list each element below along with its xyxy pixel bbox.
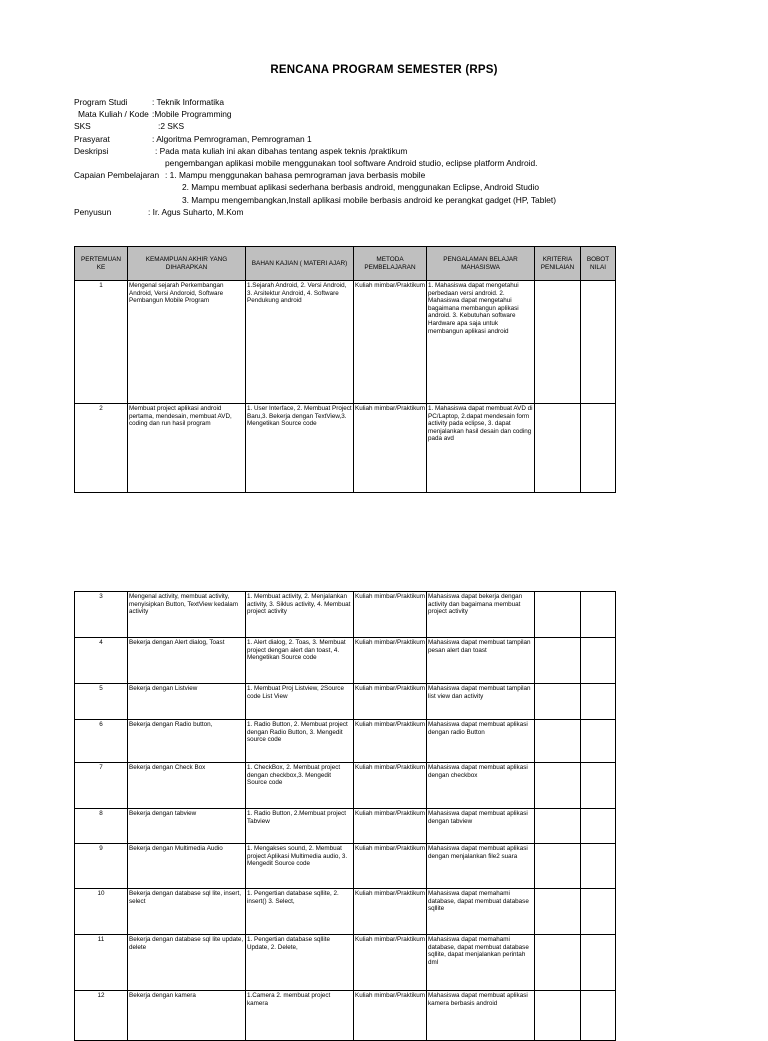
table-row <box>75 844 616 889</box>
study-material: 1. Radio Button, 2.Membuat project Tabview <box>246 809 354 844</box>
score-weight <box>581 935 616 991</box>
expected-ability: Bekerja dengan Check Box <box>128 763 246 809</box>
expected-ability: Bekerja dengan database sql lite, insert, select <box>128 889 246 935</box>
info-label: Penyusun <box>74 206 112 217</box>
learning-experience: Mahasiswa dapat membuat aplikasi dengan tabview <box>427 809 535 844</box>
info-value: :Mobile Programming <box>152 109 232 120</box>
meeting-number: 12 <box>75 991 128 1041</box>
column-header: KRITERIA PENILAIAN <box>535 247 581 281</box>
info-label: Program Studi <box>74 97 128 107</box>
info-value: 3. Mampu mengembangkan,Install aplikasi mobile berbasis android ke perangkat gadget (HP, Tablet) <box>182 194 556 205</box>
assessment-criteria <box>535 404 581 493</box>
meeting-number: 1 <box>75 281 128 404</box>
info-label: Prasyarat <box>74 133 110 144</box>
table-row <box>75 991 616 1041</box>
score-weight <box>581 684 616 720</box>
learning-experience: 1. Mahasiswa dapat membuat AVD di PC/Laptop, 2.dapat mendesain form activity pada eclipse, 3. dapat menjalankan hasil desain dan coding pada avd <box>427 404 535 493</box>
score-weight <box>581 592 616 638</box>
info-value: : Ir. Agus Suharto, M.Kom <box>148 206 244 217</box>
study-material: 1. CheckBox, 2. Membuat project dengan checkbox,3. Mengedit Source code <box>246 763 354 809</box>
learning-method: Kuliah mimbar/Praktikum <box>354 809 427 844</box>
score-weight <box>581 809 616 844</box>
learning-method: Kuliah mimbar/Praktikum <box>354 404 427 493</box>
table-row <box>75 809 616 844</box>
learning-experience: Mahasiswa dapat bekerja dengan activity dan bagaimana membuat project activity <box>427 592 535 638</box>
learning-method: Kuliah mimbar/Praktikum <box>354 281 427 404</box>
learning-method: Kuliah mimbar/Praktikum <box>354 889 427 935</box>
info-value: :2 SKS <box>158 121 185 132</box>
meeting-number: 4 <box>75 638 128 684</box>
learning-experience: Mahasiswa dapat membuat tampilan list view dan activity <box>427 684 535 720</box>
learning-experience: Mahasiswa dapat memahami database, dapat membuat database sqllite, dapat menjalankan perintah dml <box>427 935 535 991</box>
assessment-criteria <box>535 844 581 889</box>
learning-experience: Mahasiswa dapat membuat tampilan pesan alert dan toast <box>427 638 535 684</box>
learning-method: Kuliah mimbar/Praktikum <box>354 638 427 684</box>
assessment-criteria <box>535 720 581 763</box>
assessment-criteria <box>535 281 581 404</box>
study-material: 1. Radio Button, 2. Membuat project dengan Radio Button, 3. Mengedit source code <box>246 720 354 763</box>
expected-ability: Membuat project aplikasi android pertama, mendesain, membuat AVD, coding dan run hasil program <box>128 404 246 493</box>
table-row <box>75 889 616 935</box>
learning-experience: Mahasiswa dapat membuat aplikasi kamera berbasis android <box>427 991 535 1041</box>
study-material: 1. Membuat activity, 2. Menjalankan activity, 3. Siklus activity, 4. Membuat project activity <box>246 592 354 638</box>
meeting-number: 11 <box>75 935 128 991</box>
rps-table-page-1 <box>74 246 616 493</box>
learning-method: Kuliah mimbar/Praktikum <box>354 720 427 763</box>
expected-ability: Bekerja dengan tabview <box>128 809 246 844</box>
assessment-criteria <box>535 889 581 935</box>
meeting-number: 6 <box>75 720 128 763</box>
score-weight <box>581 638 616 684</box>
score-weight <box>581 889 616 935</box>
table-row <box>75 281 616 404</box>
learning-experience: Mahasiswa dapat memahami database, dapat membuat database sqllite <box>427 889 535 935</box>
table-row <box>75 720 616 763</box>
column-header: KEMAMPUAN AKHIR YANG DIHARAPKAN <box>128 247 246 281</box>
score-weight <box>581 991 616 1041</box>
expected-ability: Bekerja dengan database sql lite update, delete <box>128 935 246 991</box>
table-row <box>75 935 616 991</box>
info-value: : Teknik Informatika <box>152 97 224 107</box>
meeting-number: 9 <box>75 844 128 889</box>
meeting-number: 10 <box>75 889 128 935</box>
study-material: 1. Pengertian database sqllite, 2. insert() 3. Select, <box>246 889 354 935</box>
learning-method: Kuliah mimbar/Praktikum <box>354 844 427 889</box>
expected-ability: Mengenal sejarah Perkembangan Android, Versi Andoroid, Software Pembangun Mobile Program <box>128 281 246 404</box>
study-material: 1. Alert dialog, 2. Toas, 3. Membuat project dengan alert dan toast, 4. Mengetikan Source code <box>246 638 354 684</box>
table-row <box>75 404 616 493</box>
meeting-number: 8 <box>75 809 128 844</box>
study-material: 1.Camera 2. membuat project kamera <box>246 991 354 1041</box>
score-weight <box>581 844 616 889</box>
table-row <box>75 638 616 684</box>
learning-experience: 1. Mahasiswa dapat mengetahui perbedaan versi android. 2. Mahasiswa dapat mengetahui bagaimana membangun aplikasi android. 3. Kebutuhan software Hardware apa saja untuk membangun aplikasi android <box>427 281 535 404</box>
study-material: 1.Sejarah Android, 2. Versi Android, 3. Arsitektur Android, 4. Software Pendukung android <box>246 281 354 404</box>
info-label: Capaian Pembelajaran <box>74 170 160 181</box>
assessment-criteria <box>535 763 581 809</box>
score-weight <box>581 281 616 404</box>
study-material: 1. Pengertian database sqllite Update, 2. Delete, <box>246 935 354 991</box>
expected-ability: Bekerja dengan Listview <box>128 684 246 720</box>
expected-ability: Mengenal activity, membuat activity, menyisipkan Button, TextView kedalam activity <box>128 592 246 638</box>
table-row <box>75 592 616 638</box>
assessment-criteria <box>535 935 581 991</box>
study-material: 1. Mengakses sound, 2. Membuat project Aplikasi Multimedia audio, 3. Mengedit Source code <box>246 844 354 889</box>
assessment-criteria <box>535 638 581 684</box>
learning-method: Kuliah mimbar/Praktikum <box>354 592 427 638</box>
learning-experience: Mahasiswa dapat membuat aplikasi dengan checkbox <box>427 763 535 809</box>
learning-method: Kuliah mimbar/Praktikum <box>354 991 427 1041</box>
assessment-criteria <box>535 684 581 720</box>
learning-experience: Mahasiswa dapat membuat aplikasi dengan radio Button <box>427 720 535 763</box>
info-value: pengembangan aplikasi mobile menggunakan tool software Android studio, eclipse platform Android. <box>165 157 538 168</box>
meeting-number: 3 <box>75 592 128 638</box>
column-header: BAHAN KAJIAN ( MATERI AJAR) <box>246 247 354 281</box>
expected-ability: Bekerja dengan kamera <box>128 991 246 1041</box>
info-value: 2. Mampu membuat aplikasi sederhana berbasis android, menggunakan Eclipse, Android Studio <box>182 182 540 193</box>
learning-experience: Mahasiswa dapat membuat aplikasi dengan menjalankan file2 suara <box>427 844 535 889</box>
table-row <box>75 684 616 720</box>
column-header: PENGALAMAN BELAJAR MAHASISWA <box>427 247 535 281</box>
study-material: 1. Membuat Proj Listview, 2Source code List View <box>246 684 354 720</box>
column-header: BOBOT NILAI <box>581 247 616 281</box>
info-value: : Pada mata kuliah ini akan dibahas tentang aspek teknis /praktikum <box>155 145 408 156</box>
column-header: METODA PEMBELAJARAN <box>354 247 427 281</box>
assessment-criteria <box>535 592 581 638</box>
info-label: Mata Kuliah / Kode <box>78 109 149 120</box>
learning-method: Kuliah mimbar/Praktikum <box>354 684 427 720</box>
document-title: RENCANA PROGRAM SEMESTER (RPS) <box>270 64 498 76</box>
expected-ability: Bekerja dengan Multimedia Audio <box>128 844 246 889</box>
learning-method: Kuliah mimbar/Praktikum <box>354 763 427 809</box>
meeting-number: 2 <box>75 404 128 493</box>
assessment-criteria <box>535 809 581 844</box>
meeting-number: 7 <box>75 763 128 809</box>
score-weight <box>581 720 616 763</box>
table-row <box>75 763 616 809</box>
learning-method: Kuliah mimbar/Praktikum <box>354 935 427 991</box>
info-label: SKS <box>74 121 91 132</box>
info-label: Deskripsi <box>74 145 109 156</box>
assessment-criteria <box>535 991 581 1041</box>
expected-ability: Bekerja dengan Radio button, <box>128 720 246 763</box>
meeting-number: 5 <box>75 684 128 720</box>
column-header: PERTEMUAN KE <box>75 247 128 281</box>
expected-ability: Bekerja dengan Alert dialog, Toast <box>128 638 246 684</box>
score-weight <box>581 404 616 493</box>
study-material: 1. User Interface, 2. Membuat Project Baru,3. Bekerja dengan TextView,3. Mengetikan Source code <box>246 404 354 493</box>
info-value: : 1. Mampu menggunakan bahasa pemrograman java berbasis mobile <box>165 170 426 181</box>
score-weight <box>581 763 616 809</box>
rps-table-page-2 <box>74 591 616 1041</box>
info-value: : Algoritma Pemrograman, Pemrograman 1 <box>152 133 312 144</box>
